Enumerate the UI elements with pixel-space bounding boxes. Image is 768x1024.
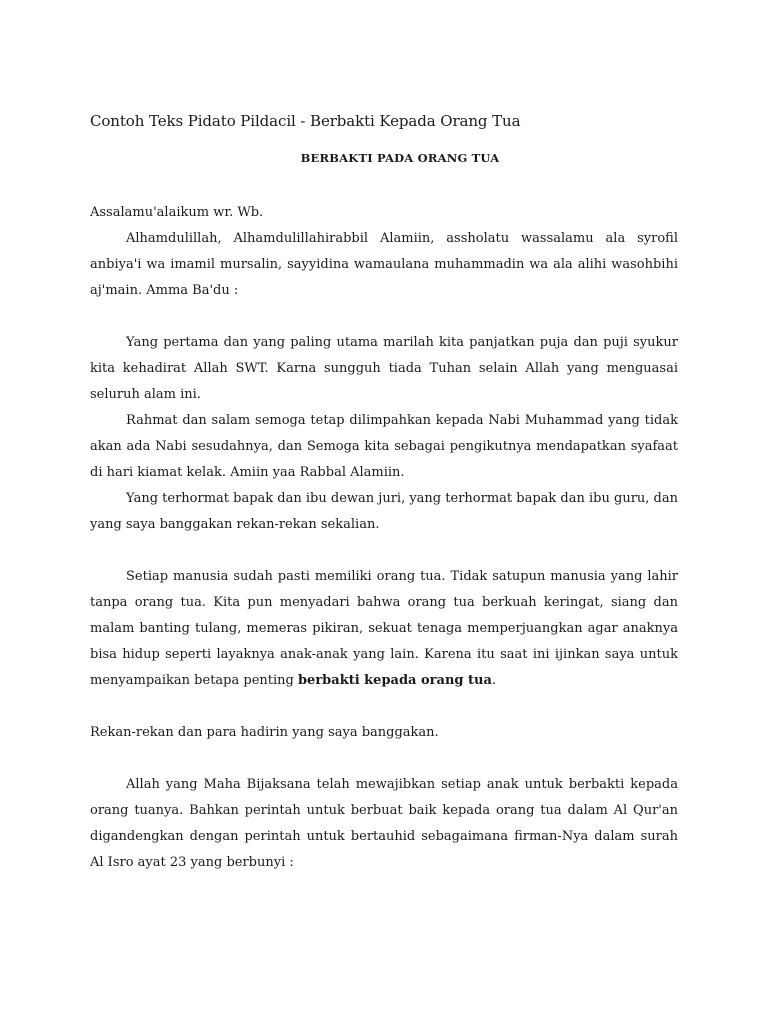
- salawat-paragraph: Rahmat dan salam semoga tetap dilimpahkan kepada Nabi Muhammad yang tidak akan ada Nabi sesudahnya, dan Semoga kita sebagai pengikutnya mendapatkan syafaat di hari kiamat kelak. Amiin yaa Rabbal Alamiin.: [90, 413, 678, 480]
- document-title: Contoh Teks Pidato Pildacil - Berbakti Kepada Orang Tua: [90, 112, 521, 130]
- blank-line: [90, 694, 678, 720]
- salutation-paragraph: Yang terhormat bapak dan ibu dewan juri, yang terhormat bapak dan ibu guru, dan yang saya banggakan rekan-rekan sekalian.: [90, 491, 678, 532]
- document-body: [90, 200, 678, 876]
- blank-line: [90, 746, 678, 772]
- main-paragraph-end: .: [491, 673, 497, 688]
- emphasis-text: berbakti kepada orang tua: [297, 673, 492, 688]
- speech-heading: BERBAKTI PADA ORANG TUA: [300, 151, 500, 165]
- opening-paragraph: Alhamdulillah, Alhamdulillahirabbil Alamiin, assholatu wassalamu ala syrofil anbiya'i wa imamil mursalin, sayyidina wamaulana muhammadin wa ala alihi wasohbihi aj'main. Amma Ba'du :: [90, 231, 678, 298]
- quran-paragraph: Allah yang Maha Bijaksana telah mewajibkan setiap anak untuk berbakti kepada orang tuanya. Bahkan perintah untuk berbuat baik kepada orang tua dalam Al Qur'an digandengkan dengan perintah untuk bertauhid sebagaimana firman-Nya dalam surah Al Isro ayat 23 yang berbunyi :: [90, 777, 678, 870]
- greeting-paragraph: Assalamu'alaikum wr. Wb.: [90, 205, 264, 220]
- main-paragraph-text: Setiap manusia sudah pasti memiliki orang tua. Tidak satupun manusia yang lahir tanpa orang tua. Kita pun menyadari bahwa orang tua berkuah keringat, siang dan malam banting tulang, memeras pikiran, sekuat tenaga memperjuangkan agar anaknya bisa hidup seperti layaknya anak-anak yang lain. Karena itu saat ini ijinkan saya untuk menyampaikan betapa penting: [90, 569, 678, 688]
- blank-line: [90, 538, 678, 564]
- main-paragraph: [90, 564, 678, 694]
- blank-line: [90, 304, 678, 330]
- address-paragraph: Rekan-rekan dan para hadirin yang saya banggakan.: [90, 725, 439, 740]
- gratitude-paragraph: Yang pertama dan yang paling utama marilah kita panjatkan puja dan puji syukur kita kehadirat Allah SWT. Karna sungguh tiada Tuhan selain Allah yang menguasai seluruh alam ini.: [90, 335, 678, 402]
